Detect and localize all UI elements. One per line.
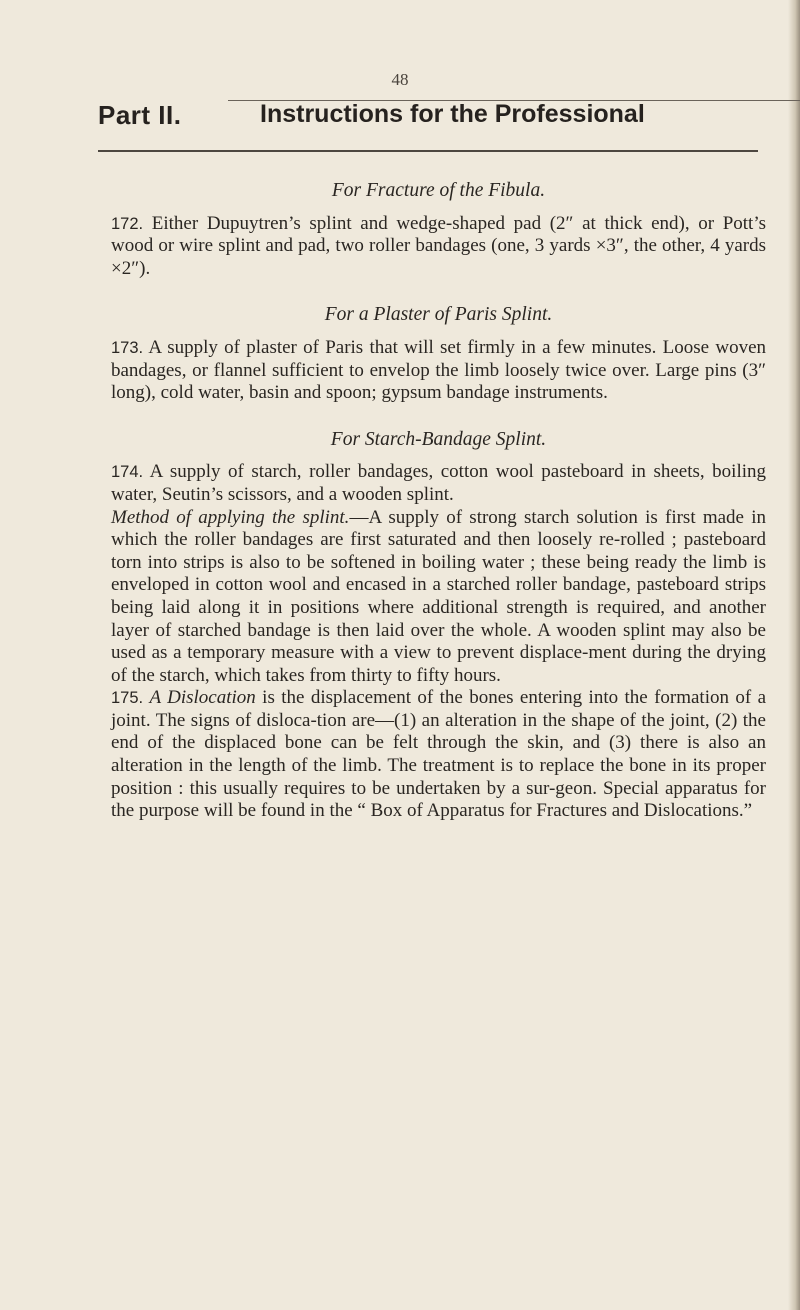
subheading-plaster: For a Plaster of Paris Splint. bbox=[324, 304, 553, 326]
paragraph-text: A supply of plaster of Paris that will set firmly in a few minutes. Loose woven bandages, or flannel sufficient to envelop the limb loosely twice over. Large pins (3″ long), cold water, basin and spoon; gypsum bandage instruments. bbox=[111, 336, 767, 404]
subheading-fibula: For Fracture of the Fibula. bbox=[331, 180, 546, 201]
paragraph-text: A supply of starch, roller bandages, cotton wool pasteboard in sheets, boiling water, Seutin’s scissors, and a wooden splint. bbox=[111, 461, 767, 505]
paragraph-number: 174. bbox=[111, 463, 144, 482]
paragraph-173 bbox=[111, 337, 766, 405]
method-lead: Method of applying the splint. bbox=[111, 506, 350, 528]
subheading-starch: For Starch-Bandage Splint. bbox=[330, 428, 547, 450]
running-header bbox=[98, 90, 758, 154]
paragraph-174 bbox=[111, 461, 766, 506]
paragraph-text: is the displacement of the bones entering into the formation of a joint. The signs of disloca-tion are—(1) an alteration in the shape of the joint, (2) the end of the displaced bone can be felt through the skin, and (3) there is also an alteration in the length of the limb. The treatment is to replace the bone in its proper position : this usually requires to be undertaken by a sur-geon. Special apparatus for the purpose will be found in the “ Box of Apparatus for Fractures and Dislocations.” bbox=[111, 687, 766, 822]
paragraph-172 bbox=[111, 213, 766, 281]
paragraph-text: Either Dupuytren’s splint and wedge-shaped pad (2″ at thick end), or Pott’s wood or wire splint and pad, two roller bandages (one, 3 yards ×3″, the other, 4 yards ×2″). bbox=[111, 212, 766, 279]
page-edge bbox=[788, 0, 800, 1310]
dislocation-lead: A Dislocation bbox=[149, 687, 256, 709]
part-label: Part II. bbox=[98, 100, 182, 130]
paragraph-text: —A supply of strong starch solution is first made in which the roller bandages are first saturated and then loosely re-rolled ; pasteboard torn into strips is also to be softened in boiling water ; these being ready the limb is enveloped in cotton wool and encased in a starched roller bandage, pasteboard strips being laid along it in positions where additional strength is required, and another layer of starched bandage is then laid over the whole. A wooden splint may also be used as a temporary measure with a view to prevent displace-ment during the drying of the starch, which takes from thirty to fifty hours. bbox=[111, 506, 766, 686]
paragraph-method bbox=[111, 507, 766, 688]
page-number: 48 bbox=[391, 70, 409, 89]
section-title: Instructions for the Professional bbox=[260, 100, 645, 128]
paragraph-number: 175. bbox=[111, 689, 144, 708]
paragraph-number: 173. bbox=[111, 338, 144, 357]
paragraph-175 bbox=[111, 687, 766, 823]
header-rule-bottom bbox=[98, 150, 758, 152]
paragraph-number: 172. bbox=[111, 214, 144, 233]
page-body bbox=[111, 180, 766, 823]
